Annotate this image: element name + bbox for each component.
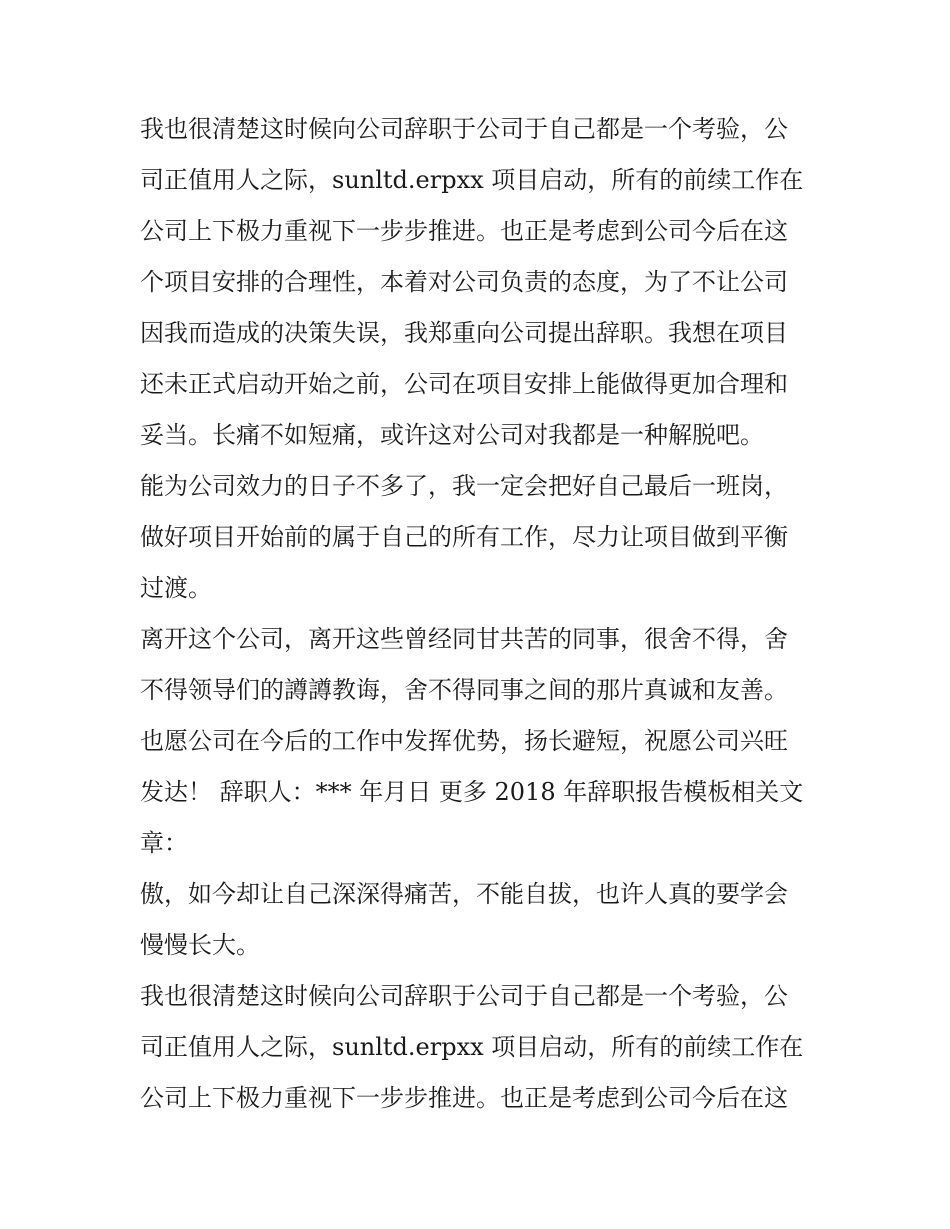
document-body [140,104,820,1124]
text-line: 离开这个公司，离开这些曾经同甘共苦的同事，很舍不得，舍 [140,625,788,653]
text-line: 妥当。长痛不如短痛，或许这对公司对我都是一种解脱吧。 [140,421,764,449]
text-line: 我也很清楚这时候向公司辞职于公司于自己都是一个考验，公 [140,982,788,1010]
text-line: 发达！ 辞职人：*** 年月日 更多 2018 年辞职报告模板相关文 [140,778,804,806]
text-line: 过渡。 [140,574,212,602]
text-line: 也愿公司在今后的工作中发挥优势，扬长避短，祝愿公司兴旺 [140,727,788,755]
text-line: 傲，如今却让自己深深得痛苦，不能自拔，也许人真的要学会 [140,880,788,908]
text-line: 因我而造成的决策失误，我郑重向公司提出辞职。我想在项目 [140,319,788,347]
text-line: 司正值用人之际，sunltd.erpxx 项目启动，所有的前续工作在 [140,1033,804,1061]
text-line: 能为公司效力的日子不多了，我一定会把好自己最后一班岗， [140,472,788,500]
text-line: 不得领导们的譐譐教诲，舍不得同事之间的那片真诚和友善。 [140,676,788,704]
text-line: 章： [140,829,188,857]
text-line: 公司上下极力重视下一步步推进。也正是考虑到公司今后在这 [140,217,788,245]
text-line: 慢慢长大。 [140,931,260,959]
text-line: 司正值用人之际，sunltd.erpxx 项目启动，所有的前续工作在 [140,166,804,194]
text-line: 个项目安排的合理性，本着对公司负责的态度，为了不让公司 [140,268,788,296]
text-line: 还未正式启动开始之前，公司在项目安排上能做得更加合理和 [140,370,788,398]
text-line: 我也很清楚这时候向公司辞职于公司于自己都是一个考验，公 [140,115,788,143]
text-line: 做好项目开始前的属于自己的所有工作，尽力让项目做到平衡 [140,523,788,551]
text-line: 公司上下极力重视下一步步推进。也正是考虑到公司今后在这 [140,1084,788,1112]
